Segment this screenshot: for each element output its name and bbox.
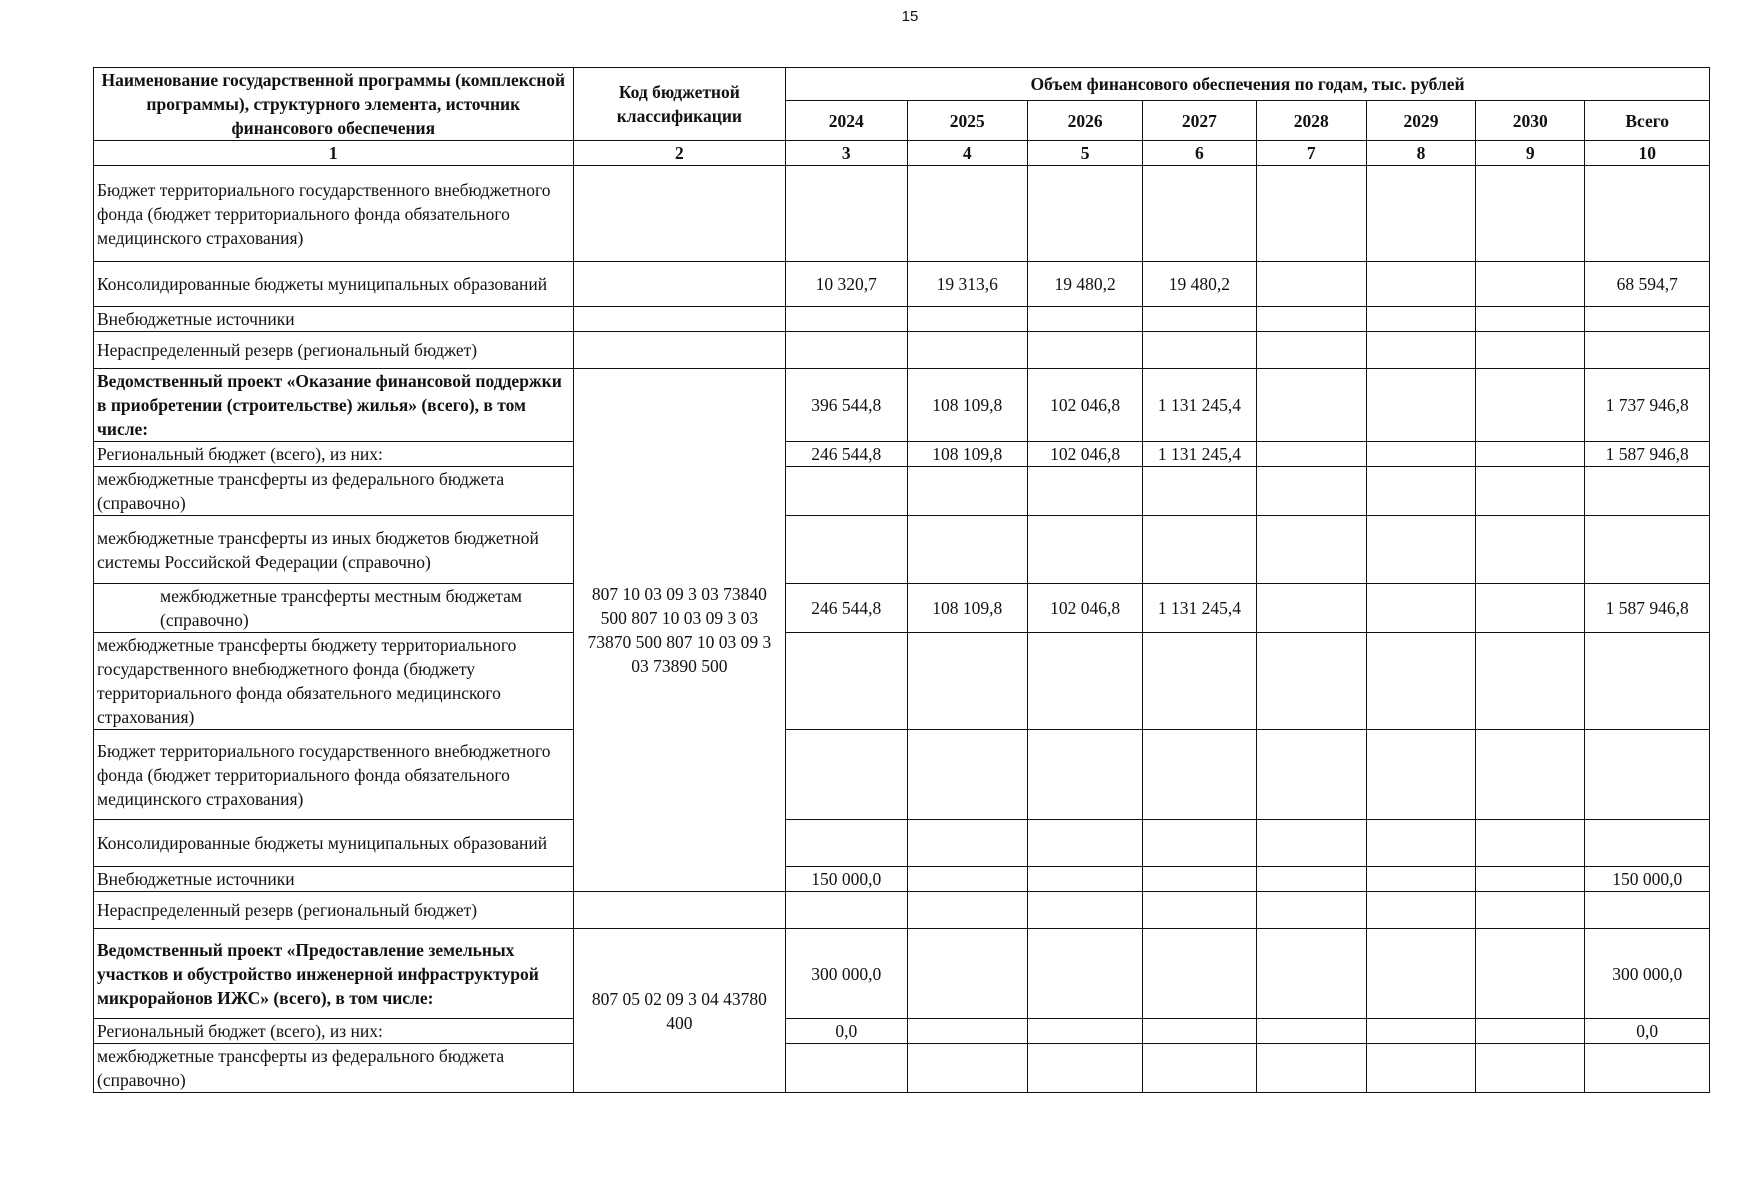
value-cell xyxy=(1476,442,1585,467)
value-cell xyxy=(786,633,907,730)
value-cell xyxy=(1027,516,1142,584)
value-cell xyxy=(1027,332,1142,369)
value-cell xyxy=(1256,369,1366,442)
total-cell xyxy=(1585,516,1710,584)
value-cell xyxy=(1143,820,1256,867)
value-cell xyxy=(1476,730,1585,820)
value-cell xyxy=(1027,467,1142,516)
table-row xyxy=(94,307,1710,332)
value-cell xyxy=(786,730,907,820)
value-cell xyxy=(786,332,907,369)
value-cell xyxy=(1476,467,1585,516)
column-number: 1 xyxy=(94,141,574,166)
value-cell xyxy=(1027,1044,1142,1093)
value-cell xyxy=(786,820,907,867)
value-cell xyxy=(1027,1019,1142,1044)
value-cell xyxy=(1366,584,1475,633)
budget-code-cell xyxy=(573,166,785,262)
header-total: Всего xyxy=(1585,101,1710,141)
column-number: 6 xyxy=(1143,141,1256,166)
value-cell xyxy=(1256,467,1366,516)
value-cell xyxy=(907,867,1027,892)
value-cell xyxy=(1366,166,1475,262)
header-year: 2029 xyxy=(1366,101,1475,141)
value-cell xyxy=(1366,867,1475,892)
value-cell xyxy=(1366,442,1475,467)
value-cell xyxy=(907,307,1027,332)
value-cell xyxy=(1027,633,1142,730)
value-cell xyxy=(1366,820,1475,867)
column-number: 10 xyxy=(1585,141,1710,166)
value-cell xyxy=(1256,166,1366,262)
value-cell xyxy=(786,307,907,332)
value-cell xyxy=(1366,516,1475,584)
value-cell: 1 131 245,4 xyxy=(1143,584,1256,633)
value-cell xyxy=(1143,867,1256,892)
table-row xyxy=(94,166,1710,262)
value-cell xyxy=(1256,332,1366,369)
value-cell xyxy=(1027,892,1142,929)
value-cell xyxy=(1476,633,1585,730)
total-cell: 0,0 xyxy=(1585,1019,1710,1044)
total-cell: 150 000,0 xyxy=(1585,867,1710,892)
value-cell: 1 131 245,4 xyxy=(1143,442,1256,467)
header-year: 2024 xyxy=(786,101,907,141)
value-cell xyxy=(1256,262,1366,307)
total-cell xyxy=(1585,892,1710,929)
table-row xyxy=(94,442,1710,467)
value-cell xyxy=(1027,820,1142,867)
table-row xyxy=(94,867,1710,892)
budget-table xyxy=(93,67,1710,1093)
value-cell xyxy=(1256,633,1366,730)
total-cell xyxy=(1585,307,1710,332)
total-cell xyxy=(1585,820,1710,867)
value-cell xyxy=(1366,633,1475,730)
value-cell xyxy=(907,730,1027,820)
value-cell: 246 544,8 xyxy=(786,442,907,467)
value-cell xyxy=(1366,929,1475,1019)
value-cell xyxy=(1476,929,1585,1019)
total-cell: 300 000,0 xyxy=(1585,929,1710,1019)
header-name: Наименование государственной программы (комплексной программы), структурного элемента, источник финансового обеспечения xyxy=(94,68,574,141)
table-row xyxy=(94,369,1710,442)
value-cell xyxy=(1256,584,1366,633)
table-row xyxy=(94,262,1710,307)
value-cell xyxy=(1476,166,1585,262)
table-row xyxy=(94,1044,1710,1093)
value-cell xyxy=(1366,730,1475,820)
value-cell xyxy=(1366,332,1475,369)
budget-code-cell: 807 05 02 09 3 04 43780 400 xyxy=(573,929,785,1093)
table-row xyxy=(94,516,1710,584)
value-cell xyxy=(1143,467,1256,516)
header-year: 2025 xyxy=(907,101,1027,141)
value-cell: 19 480,2 xyxy=(1027,262,1142,307)
value-cell xyxy=(1143,166,1256,262)
value-cell xyxy=(1476,1044,1585,1093)
table-row xyxy=(94,1019,1710,1044)
value-cell: 0,0 xyxy=(786,1019,907,1044)
budget-code-cell xyxy=(573,307,785,332)
total-cell xyxy=(1585,633,1710,730)
value-cell: 150 000,0 xyxy=(786,867,907,892)
row-name: межбюджетные трансферты из федерального бюджета (справочно) xyxy=(94,467,574,516)
value-cell xyxy=(907,467,1027,516)
header-year: 2030 xyxy=(1476,101,1585,141)
column-number: 7 xyxy=(1256,141,1366,166)
row-name: Бюджет территориального государственного внебюджетного фонда (бюджет территориального фонда обязательного медицинского страхования) xyxy=(94,730,574,820)
total-cell xyxy=(1585,730,1710,820)
header-year: 2027 xyxy=(1143,101,1256,141)
header-year: 2026 xyxy=(1027,101,1142,141)
row-name: Консолидированные бюджеты муниципальных образований xyxy=(94,262,574,307)
value-cell xyxy=(1143,633,1256,730)
value-cell: 1 131 245,4 xyxy=(1143,369,1256,442)
table-row xyxy=(94,332,1710,369)
total-cell xyxy=(1585,1044,1710,1093)
value-cell xyxy=(1476,262,1585,307)
column-number: 8 xyxy=(1366,141,1475,166)
row-name: Региональный бюджет (всего), из них: xyxy=(94,1019,574,1044)
value-cell xyxy=(1256,892,1366,929)
value-cell xyxy=(786,516,907,584)
value-cell xyxy=(1476,1019,1585,1044)
value-cell xyxy=(1366,892,1475,929)
value-cell xyxy=(1256,730,1366,820)
table-row xyxy=(94,892,1710,929)
column-number: 9 xyxy=(1476,141,1585,166)
value-cell xyxy=(907,929,1027,1019)
budget-code-cell xyxy=(573,892,785,929)
value-cell: 102 046,8 xyxy=(1027,369,1142,442)
value-cell xyxy=(786,892,907,929)
table-row xyxy=(94,584,1710,633)
column-number: 2 xyxy=(573,141,785,166)
table-row xyxy=(94,730,1710,820)
budget-code-cell xyxy=(573,332,785,369)
value-cell xyxy=(1366,262,1475,307)
value-cell xyxy=(1476,820,1585,867)
row-name: Консолидированные бюджеты муниципальных образований xyxy=(94,820,574,867)
value-cell xyxy=(1027,929,1142,1019)
value-cell xyxy=(1256,307,1366,332)
value-cell xyxy=(1027,166,1142,262)
budget-code-cell: 807 10 03 09 3 03 73840 500 807 10 03 09 3 03 73870 500 807 10 03 09 3 03 73890 500 xyxy=(573,369,785,892)
value-cell xyxy=(907,892,1027,929)
value-cell xyxy=(1476,892,1585,929)
row-name: межбюджетные трансферты из иных бюджетов бюджетной системы Российской Федерации (справочно) xyxy=(94,516,574,584)
value-cell: 19 313,6 xyxy=(907,262,1027,307)
total-cell xyxy=(1585,166,1710,262)
value-cell: 108 109,8 xyxy=(907,584,1027,633)
value-cell xyxy=(1476,516,1585,584)
value-cell xyxy=(1143,929,1256,1019)
value-cell xyxy=(907,516,1027,584)
value-cell: 108 109,8 xyxy=(907,442,1027,467)
row-name: Бюджет территориального государственного внебюджетного фонда (бюджет территориального фонда обязательного медицинского страхования) xyxy=(94,166,574,262)
row-name: межбюджетные трансферты бюджету территориального государственного внебюджетного фонда (бюджету территориального фонда обязательного медицинского страхования) xyxy=(94,633,574,730)
value-cell: 108 109,8 xyxy=(907,369,1027,442)
value-cell xyxy=(1256,516,1366,584)
table-row xyxy=(94,467,1710,516)
column-number: 5 xyxy=(1027,141,1142,166)
value-cell xyxy=(786,166,907,262)
table-row xyxy=(94,633,1710,730)
row-name: Нераспределенный резерв (региональный бюджет) xyxy=(94,892,574,929)
value-cell xyxy=(1256,929,1366,1019)
value-cell xyxy=(1366,369,1475,442)
value-cell xyxy=(1476,867,1585,892)
value-cell xyxy=(1366,467,1475,516)
row-name: межбюджетные трансферты из федерального бюджета (справочно) xyxy=(94,1044,574,1093)
value-cell xyxy=(907,332,1027,369)
value-cell xyxy=(1027,307,1142,332)
value-cell xyxy=(1256,442,1366,467)
value-cell xyxy=(1476,307,1585,332)
value-cell xyxy=(1256,820,1366,867)
value-cell xyxy=(1143,1044,1256,1093)
value-cell xyxy=(1143,516,1256,584)
header-volume: Объем финансового обеспечения по годам, тыс. рублей xyxy=(786,68,1710,101)
value-cell xyxy=(1476,584,1585,633)
value-cell xyxy=(1143,892,1256,929)
value-cell xyxy=(907,1044,1027,1093)
header-code: Код бюджетной классификации xyxy=(573,68,785,141)
value-cell xyxy=(1476,332,1585,369)
value-cell xyxy=(1143,307,1256,332)
row-name: Нераспределенный резерв (региональный бюджет) xyxy=(94,332,574,369)
column-number: 4 xyxy=(907,141,1027,166)
value-cell: 300 000,0 xyxy=(786,929,907,1019)
value-cell xyxy=(1256,867,1366,892)
value-cell xyxy=(1256,1044,1366,1093)
value-cell xyxy=(1143,332,1256,369)
budget-code-cell xyxy=(573,262,785,307)
value-cell xyxy=(1366,307,1475,332)
row-name: межбюджетные трансферты местным бюджетам (справочно) xyxy=(94,584,574,633)
value-cell xyxy=(907,633,1027,730)
row-name: Внебюджетные источники xyxy=(94,867,574,892)
column-number: 3 xyxy=(786,141,907,166)
value-cell xyxy=(786,1044,907,1093)
total-cell xyxy=(1585,467,1710,516)
total-cell: 1 737 946,8 xyxy=(1585,369,1710,442)
total-cell: 1 587 946,8 xyxy=(1585,442,1710,467)
value-cell: 102 046,8 xyxy=(1027,442,1142,467)
total-cell xyxy=(1585,332,1710,369)
header-year: 2028 xyxy=(1256,101,1366,141)
value-cell: 246 544,8 xyxy=(786,584,907,633)
table-row xyxy=(94,929,1710,1019)
table-row xyxy=(94,820,1710,867)
row-name: Внебюджетные источники xyxy=(94,307,574,332)
value-cell xyxy=(907,1019,1027,1044)
value-cell xyxy=(1027,867,1142,892)
row-name: Региональный бюджет (всего), из них: xyxy=(94,442,574,467)
value-cell: 102 046,8 xyxy=(1027,584,1142,633)
value-cell xyxy=(1256,1019,1366,1044)
total-cell: 1 587 946,8 xyxy=(1585,584,1710,633)
value-cell xyxy=(907,820,1027,867)
value-cell xyxy=(1027,730,1142,820)
value-cell: 10 320,7 xyxy=(786,262,907,307)
value-cell xyxy=(907,166,1027,262)
value-cell: 19 480,2 xyxy=(1143,262,1256,307)
total-cell: 68 594,7 xyxy=(1585,262,1710,307)
value-cell: 396 544,8 xyxy=(786,369,907,442)
row-name: Ведомственный проект «Оказание финансовой поддержки в приобретении (строительстве) жилья» (всего), в том числе: xyxy=(94,369,574,442)
value-cell xyxy=(1366,1019,1475,1044)
value-cell xyxy=(1143,1019,1256,1044)
value-cell xyxy=(1476,369,1585,442)
value-cell xyxy=(1366,1044,1475,1093)
value-cell xyxy=(1143,730,1256,820)
value-cell xyxy=(786,467,907,516)
page-number: 15 xyxy=(901,8,919,25)
row-name: Ведомственный проект «Предоставление земельных участков и обустройство инженерной инфраструктурой микрорайонов ИЖС» (всего), в том числе: xyxy=(94,929,574,1019)
